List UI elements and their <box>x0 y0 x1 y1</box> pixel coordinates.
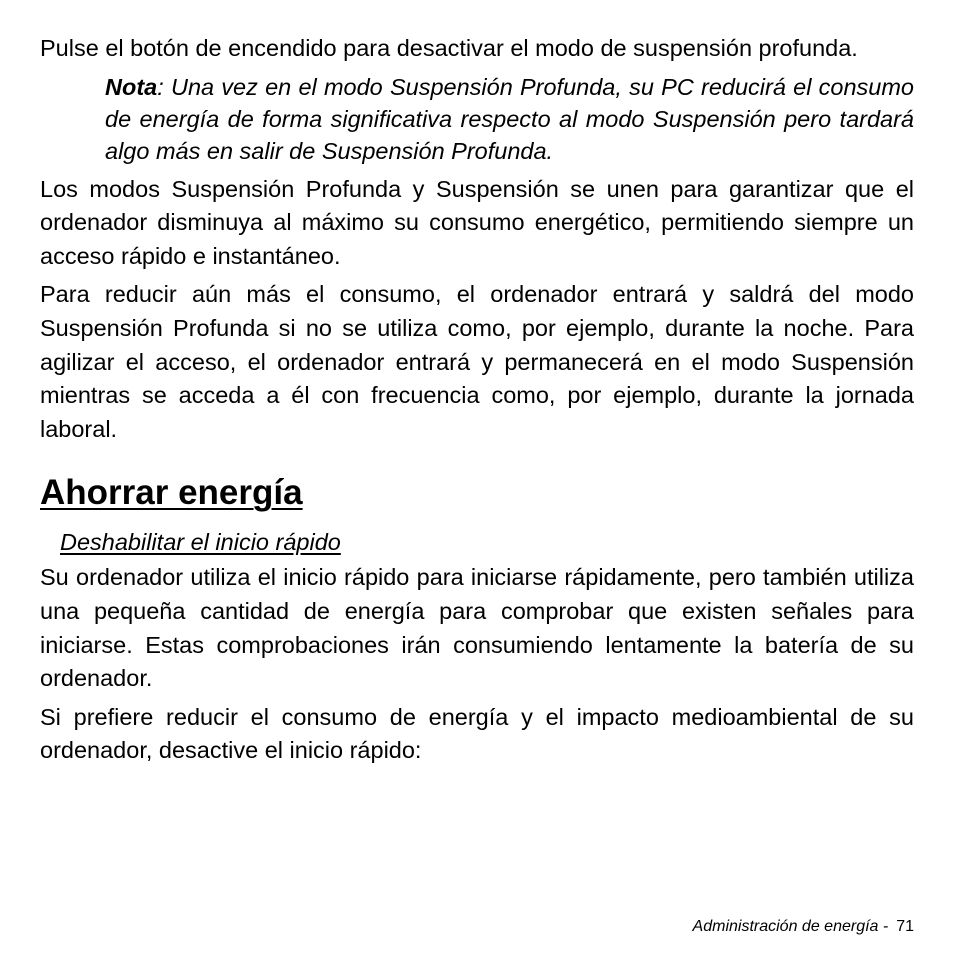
paragraph-modes-combined: Los modos Suspensión Profunda y Suspensión se unen para garantizar que el ordenador disminuya al máximo su consumo energético, permitiendo siempre un acceso rápido e instantáneo. <box>40 175 914 269</box>
paragraph-fast-startup: Su ordenador utiliza el inicio rápido para iniciarse rápidamente, pero también utiliza una pequeña cantidad de energía para comprobar que existen señales para iniciarse. Estas comprobaciones irán consumiendo lentamente la batería de su ordenador. <box>40 564 914 692</box>
paragraph-reduce-consumption: Para reducir aún más el consumo, el ordenador entrará y saldrá del modo Suspensión Profunda si no se utiliza como, por ejemplo, durante la noche. Para agilizar el acceso, el ordenador entrará y permanecerá en el modo Suspensión mientras se acceda a él con frecuencia como, por ejemplo, durante la jornada laboral. <box>40 281 914 442</box>
footer-chapter: Administración de energía - <box>692 918 889 935</box>
page-footer <box>693 916 914 938</box>
note-label: Nota <box>105 73 158 100</box>
paragraph-wake-instruction: Pulse el botón de encendido para desactivar el modo de suspensión profunda. <box>40 35 858 61</box>
page-number: 71 <box>896 918 914 935</box>
document-page <box>40 32 914 773</box>
paragraph-disable-fast-startup: Si prefiere reducir el consumo de energía y el impacto medioambiental de su ordenador, desactive el inicio rápido: <box>40 703 914 764</box>
note-text: : Una vez en el modo Suspensión Profunda, su PC reducirá el consumo de energía de forma significativa respecto al modo Suspensión pero tardará algo más en salir de Suspensión Profunda. <box>105 73 914 164</box>
note-block <box>105 71 914 167</box>
section-title: Ahorrar energía <box>40 473 303 513</box>
section-subtitle: Deshabilitar el inicio rápido <box>60 529 341 556</box>
